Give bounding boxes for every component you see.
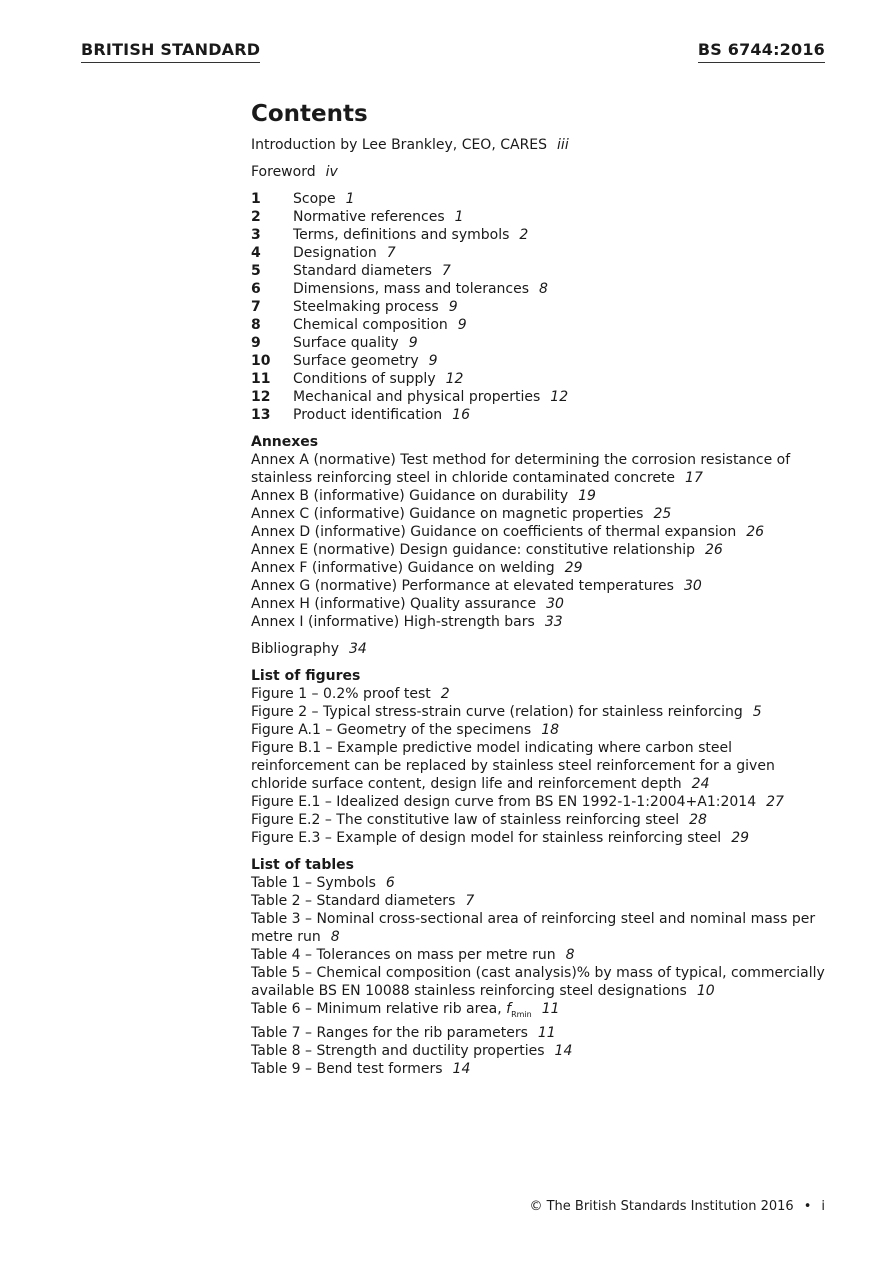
header-document-number: BS 6744:2016 [698, 40, 825, 63]
annex-title: Annex G (normative) Performance at elevated temperatures [251, 578, 674, 594]
clause-number: 6 [251, 281, 261, 297]
clause-title: Mechanical and physical properties [293, 389, 541, 405]
tables-heading: List of tables [251, 857, 354, 873]
clause-number: 5 [251, 263, 261, 279]
clause-number: 4 [251, 245, 261, 261]
clause-number: 3 [251, 227, 261, 243]
clause-title: Standard diameters [293, 263, 432, 279]
toc-page-number: 7 [386, 245, 396, 261]
toc-table[interactable] [251, 910, 831, 946]
toc-figure[interactable] [251, 811, 831, 829]
table-title: Table 2 – Standard diameters [251, 893, 456, 909]
clause-title: Product identification [293, 407, 443, 423]
toc-clause[interactable] [251, 316, 831, 334]
figure-title: Figure 1 – 0.2% proof test [251, 686, 431, 702]
figure-title: Figure 2 – Typical stress-strain curve (relation) for stainless reinforcing [251, 704, 743, 720]
annex-title: Annex A (normative) Test method for determining the corrosion resistance of stainless reinforcing steel in chloride contaminated concrete [251, 452, 791, 486]
toc-clause[interactable] [251, 298, 831, 316]
page-title: Contents [251, 101, 368, 127]
clause-title: Chemical composition [293, 317, 448, 333]
tables-section [251, 856, 831, 1078]
toc-page-number: 8 [539, 281, 548, 297]
toc-page-number: 5 [752, 704, 762, 720]
table-title: Table 6 – Minimum relative rib area, [251, 1001, 507, 1017]
toc-figure[interactable] [251, 721, 831, 739]
toc-table[interactable] [251, 874, 831, 892]
toc-table[interactable] [251, 1024, 831, 1042]
toc-page-number: 30 [546, 596, 564, 612]
toc-figure[interactable] [251, 739, 831, 793]
toc-annex[interactable] [251, 559, 831, 577]
toc-page-number: 24 [691, 776, 710, 792]
toc-clause[interactable] [251, 388, 831, 406]
toc-page-number: 9 [448, 299, 458, 315]
clause-number: 13 [251, 407, 271, 423]
toc-annex[interactable] [251, 595, 831, 613]
toc-page-number: 12 [550, 389, 569, 405]
clause-title: Dimensions, mass and tolerances [293, 281, 530, 297]
annex-title: Annex F (informative) Guidance on welding [251, 560, 555, 576]
toc-annex[interactable] [251, 487, 831, 505]
clause-list [251, 190, 831, 424]
clause-number: 8 [251, 317, 261, 333]
toc-page-number: 10 [696, 983, 715, 999]
toc-entry-text: Introduction by Lee Brankley, CEO, CARES [251, 137, 548, 153]
toc-clause[interactable] [251, 406, 831, 424]
toc-page-number: 29 [564, 560, 583, 576]
table-title: Table 1 – Symbols [251, 875, 376, 891]
toc-clause[interactable] [251, 262, 831, 280]
toc-page-number: 1 [454, 209, 464, 225]
toc-page-number: iii [557, 137, 569, 153]
annex-title: Annex H (informative) Quality assurance [251, 596, 537, 612]
clause-number: 12 [251, 389, 271, 405]
toc-page-number: 7 [441, 263, 451, 279]
annexes-section [251, 433, 831, 631]
figure-title: Figure E.2 – The constitutive law of stainless reinforcing steel [251, 812, 680, 828]
toc-table[interactable] [251, 1042, 831, 1060]
toc-clause[interactable] [251, 352, 831, 370]
toc-table[interactable] [251, 1060, 831, 1078]
clause-title: Normative references [293, 209, 445, 225]
table-title: Table 8 – Strength and ductility properties [251, 1042, 545, 1059]
toc-figure[interactable] [251, 793, 831, 811]
figure-title: Figure E.1 – Idealized design curve from BS EN 1992-1-1:2004+A1:2014 [251, 794, 757, 810]
toc-annex[interactable] [251, 613, 831, 631]
toc-page-number: 6 [385, 875, 395, 891]
clause-number: 9 [251, 335, 261, 351]
toc-annex[interactable] [251, 523, 831, 541]
table-title: Table 5 – Chemical composition (cast analysis)% by mass of typical, commercially available BS EN 10088 stainless reinforcing steel designations [251, 965, 825, 999]
toc-clause[interactable] [251, 370, 831, 388]
toc-page-number: 18 [541, 722, 560, 738]
toc-clause[interactable] [251, 226, 831, 244]
toc-page-number: 14 [452, 1060, 471, 1077]
toc-entry-foreword[interactable] [251, 163, 831, 181]
toc-page-number: 25 [653, 506, 672, 522]
toc-page-number: 9 [428, 353, 438, 369]
toc-page-number: 7 [465, 893, 475, 909]
toc-page-number: 11 [537, 1024, 556, 1041]
toc-figure[interactable] [251, 685, 831, 703]
toc-page-number: 30 [683, 578, 702, 594]
figures-heading: List of figures [251, 668, 361, 684]
clause-number: 10 [251, 353, 271, 369]
clause-number: 7 [251, 299, 261, 315]
toc-page-number: 16 [452, 407, 470, 423]
toc-page-number: 8 [330, 929, 340, 945]
toc-table[interactable] [251, 1000, 831, 1024]
contents-body [251, 100, 831, 1078]
toc-clause[interactable] [251, 244, 831, 262]
figure-title: Figure A.1 – Geometry of the specimens [251, 722, 532, 738]
toc-table[interactable] [251, 964, 831, 1000]
annex-title: Annex I (informative) High-strength bars [251, 614, 535, 630]
annex-title: Annex B (informative) Guidance on durability [251, 488, 569, 504]
toc-entry-introduction[interactable] [251, 136, 831, 154]
table-title: Table 4 – Tolerances on mass per metre run [251, 947, 556, 963]
toc-page-number: 2 [519, 227, 529, 243]
toc-clause[interactable] [251, 280, 831, 298]
toc-clause[interactable] [251, 190, 831, 208]
clause-title: Designation [293, 245, 377, 261]
clause-number: 2 [251, 209, 261, 225]
toc-page-number: 28 [689, 812, 707, 828]
toc-page-number: 14 [554, 1042, 573, 1059]
toc-figure[interactable] [251, 703, 831, 721]
toc-entry-text: Foreword [251, 164, 316, 180]
clause-number: 1 [251, 191, 261, 207]
toc-page-number: 9 [457, 317, 467, 333]
clause-title: Steelmaking process [293, 299, 439, 315]
table-title: Table 7 – Ranges for the rib parameters [251, 1024, 528, 1041]
table-title: Table 3 – Nominal cross-sectional area of reinforcing steel and nominal mass per metre run [251, 911, 816, 945]
toc-page-number: 26 [746, 524, 765, 540]
toc-page-number: 12 [445, 371, 464, 387]
toc-entry-bibliography[interactable] [251, 640, 831, 658]
clause-number: 11 [251, 371, 271, 387]
toc-page-number: 2 [440, 686, 450, 702]
toc-entry-text: Bibliography [251, 641, 339, 657]
page-number: i [821, 1199, 825, 1214]
clause-title: Surface quality [293, 335, 399, 351]
bullet-separator: • [803, 1199, 812, 1214]
clause-title: Terms, definitions and symbols [293, 227, 510, 243]
toc-page-number: 34 [349, 641, 367, 657]
symbol-f: f [506, 1001, 512, 1017]
toc-page-number: 9 [408, 335, 418, 351]
annex-title: Annex E (normative) Design guidance: constitutive relationship [251, 542, 695, 558]
toc-annex[interactable] [251, 541, 831, 559]
copyright-notice: © The British Standards Institution 2016 [529, 1199, 794, 1214]
annex-title: Annex C (informative) Guidance on magnetic properties [251, 506, 644, 522]
annexes-heading: Annexes [251, 434, 319, 450]
clause-title: Surface geometry [293, 353, 419, 369]
annex-title: Annex D (informative) Guidance on coefficients of thermal expansion [251, 524, 737, 540]
toc-page-number: 1 [345, 191, 355, 207]
toc-table[interactable] [251, 892, 831, 910]
toc-figure[interactable] [251, 829, 831, 847]
figure-title: Figure B.1 – Example predictive model indicating where carbon steel reinforcement can be replaced by stainless steel reinforcement for a given chloride surface content, design life and reinforcement depth [251, 740, 775, 792]
figure-title: Figure E.3 – Example of design model for stainless reinforcing steel [251, 830, 722, 846]
toc-page-number: 19 [578, 488, 596, 504]
clause-title: Conditions of supply [293, 371, 436, 387]
toc-page-number: 27 [766, 794, 784, 810]
toc-clause[interactable] [251, 334, 831, 352]
toc-page-number: 8 [565, 947, 575, 963]
toc-page-number: 11 [541, 1001, 560, 1017]
toc-page-number: 26 [704, 542, 723, 558]
table-title: Table 9 – Bend test formers [251, 1060, 443, 1077]
toc-table[interactable] [251, 946, 831, 964]
toc-page-number: 29 [731, 830, 750, 846]
header-standard-label: BRITISH STANDARD [81, 40, 260, 63]
toc-annex[interactable] [251, 505, 831, 523]
toc-clause[interactable] [251, 208, 831, 226]
clause-title: Scope [293, 191, 336, 207]
toc-annex[interactable] [251, 577, 831, 595]
toc-page-number: 17 [685, 470, 703, 486]
toc-page-number: 33 [544, 614, 563, 630]
toc-annex[interactable] [251, 451, 831, 487]
page-footer [529, 1199, 825, 1214]
symbol-subscript: Rmin [511, 1009, 532, 1019]
toc-page-number: iv [325, 164, 338, 180]
figures-section [251, 667, 831, 847]
